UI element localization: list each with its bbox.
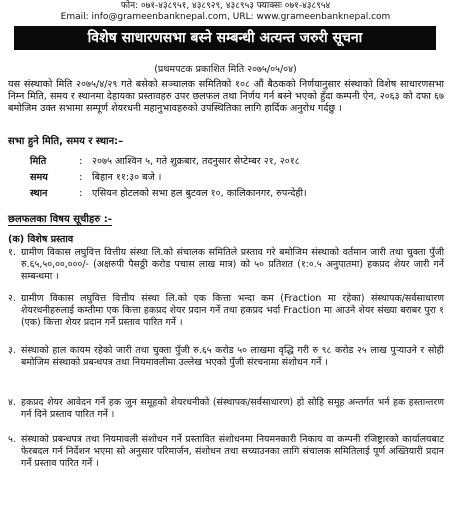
notice-subtitle: (प्रथमपटक प्रकाशित मिति २०७५/०५/०४) xyxy=(154,64,297,75)
agenda-item-4 xyxy=(8,397,444,421)
colon: : xyxy=(79,172,83,183)
intro-paragraph: यस संस्थाको मिति २०७५/४/२९ गते बसेको सञ्चालक समितिको १०८ औं बैठकको निर्णयानुसार संस्थाको विशेष साधारणसभा निम्न मिति, समय र स्थानमा देहायका प्रस्तावहरु उपर छलफल तथा निर्णय गर्न बस्ने भएको हुँदा कम्पनी ऐन, २०६३ को दफा ६७ बमोजिम उक्त सभामा सम्पूर्ण शेयरधनी महानुभावहरुको उपस्थितिका लागि हार्दिक अनुरोध गर्दछु । xyxy=(8,79,444,115)
special-resolution-heading: (क) विशेष प्रस्ताव xyxy=(8,234,74,245)
item-text: संस्थाको प्रबन्धपत्र तथा नियमावली संशोधन गर्ने प्रस्तावित संशोधनमा नियमनकारी निकाय वा कम्पनी रजिष्ट्रारको कार्यालयबाट फेरबदल गर्न निर्देशन भएमा सो अनुसार परिमार्जन, संशोधन तथा सच्याउनका लागि संचालक समितिलाई पूर्ण अख्तियारी प्रदान गर्ने प्रस्ताव पारित गर्ने । xyxy=(21,434,444,470)
item-number: १. xyxy=(8,247,16,258)
meeting-row-time xyxy=(26,170,446,186)
colon: : xyxy=(79,156,83,167)
agenda-item-5 xyxy=(8,434,444,471)
meeting-value: २०७५ आश्विन ५, गते शुक्रबार, तदनुसार सेप्टेम्बर २१, २०१८ xyxy=(92,156,300,167)
item-text: हकप्रद शेयर आवेदन गर्ने हक जुन समूहको शेयरधनीको (संस्थापक/सर्वसाधारण) हो सोहि समूह अन्तर्गत भर्न हक हस्तान्तरण गर्न दिने प्रस्ताव पारित गर्ने । xyxy=(21,397,444,421)
item-text: संस्थाको हाल कायम रहेको जारी तथा चुक्ता पुँजी रु.६५ करोड ५० लाखमा वृद्धि गरी रु ९८ करोड २५ लाख पुऱ्याउने र सोही बमोजिम संस्थाको प्रबन्धपत्र तथा नियमावलीमा उल्लेख भएको पुँजी संरचनामा संशोधन गर्ने । xyxy=(21,345,444,369)
item-number: ५. xyxy=(8,434,16,445)
contact-email-url: Email: info@grameenbanknepal.com, URL: www.grameenbanknepal.com xyxy=(60,12,391,22)
meeting-value: बिहान ११:३० बजे । xyxy=(92,172,162,183)
colon: : xyxy=(79,188,83,199)
agenda-item-1 xyxy=(8,247,444,284)
item-text: ग्रामीण विकास लघुवित्त वित्तीय संस्था लि.को एक कित्ता भन्दा कम (Fraction मा रहेका) संस्थापक/सर्वसाधारण शेयरधनीहरुलाई कम्तीमा एक कित्ता हकप्रद शेयर प्रदान गर्ने तथा हकप्रद भर्दा Fraction मा आउने शेयर संख्या बराबर पुरा १ (एक) कित्ता शेयर प्रदान गर्ने प्रस्ताव पारित गर्ने । xyxy=(21,293,444,329)
notice-title-banner: विशेष साधारणसभा बस्ने सम्बन्धी अत्यन्त जरुरी सूचना xyxy=(14,26,436,50)
meeting-row-date xyxy=(26,154,446,170)
agenda-heading xyxy=(8,211,112,225)
agenda-item-2 xyxy=(8,293,444,330)
meeting-value: एसियन होटलको सभा हल बुटवल १०, कालिकानगर, रुपन्देही। xyxy=(92,188,307,199)
meeting-label: मिति xyxy=(30,156,47,167)
agenda-item-3 xyxy=(8,345,444,369)
item-number: २. xyxy=(8,293,16,304)
item-number: ४. xyxy=(8,397,16,408)
agenda-heading-text: छलफलका विषय सूचीहरु :- xyxy=(8,214,112,225)
meeting-row-venue xyxy=(26,186,446,202)
contact-phone-fax: फोन: ०७१-४३८९५१, ४३८९२९, ४३८९५३ फ्याक्सः ०७१-४३८९५४ xyxy=(120,1,331,11)
meeting-heading: सभा हुने मिति, समय र स्थान:– xyxy=(8,136,124,147)
meeting-label: स्थान xyxy=(30,188,48,199)
item-number: ३. xyxy=(8,345,16,356)
meeting-label: समय xyxy=(30,172,48,183)
item-text: ग्रामीण विकास लघुवित्त वित्तीय संस्था लि.को संचालक समितिले प्रस्ताव गरे बमोजिम संस्थाको वर्तमान जारी तथा चुक्ता पुँजी रु.६५,५०,००,०००/- (अक्षरुपी पैसठ्ठी करोड पचास लाख मात्र) को ५० प्रतिशत (१:०.५ अनुपातमा) हकप्रद शेयर जारी गर्ने सम्बन्धमा । xyxy=(21,247,444,283)
